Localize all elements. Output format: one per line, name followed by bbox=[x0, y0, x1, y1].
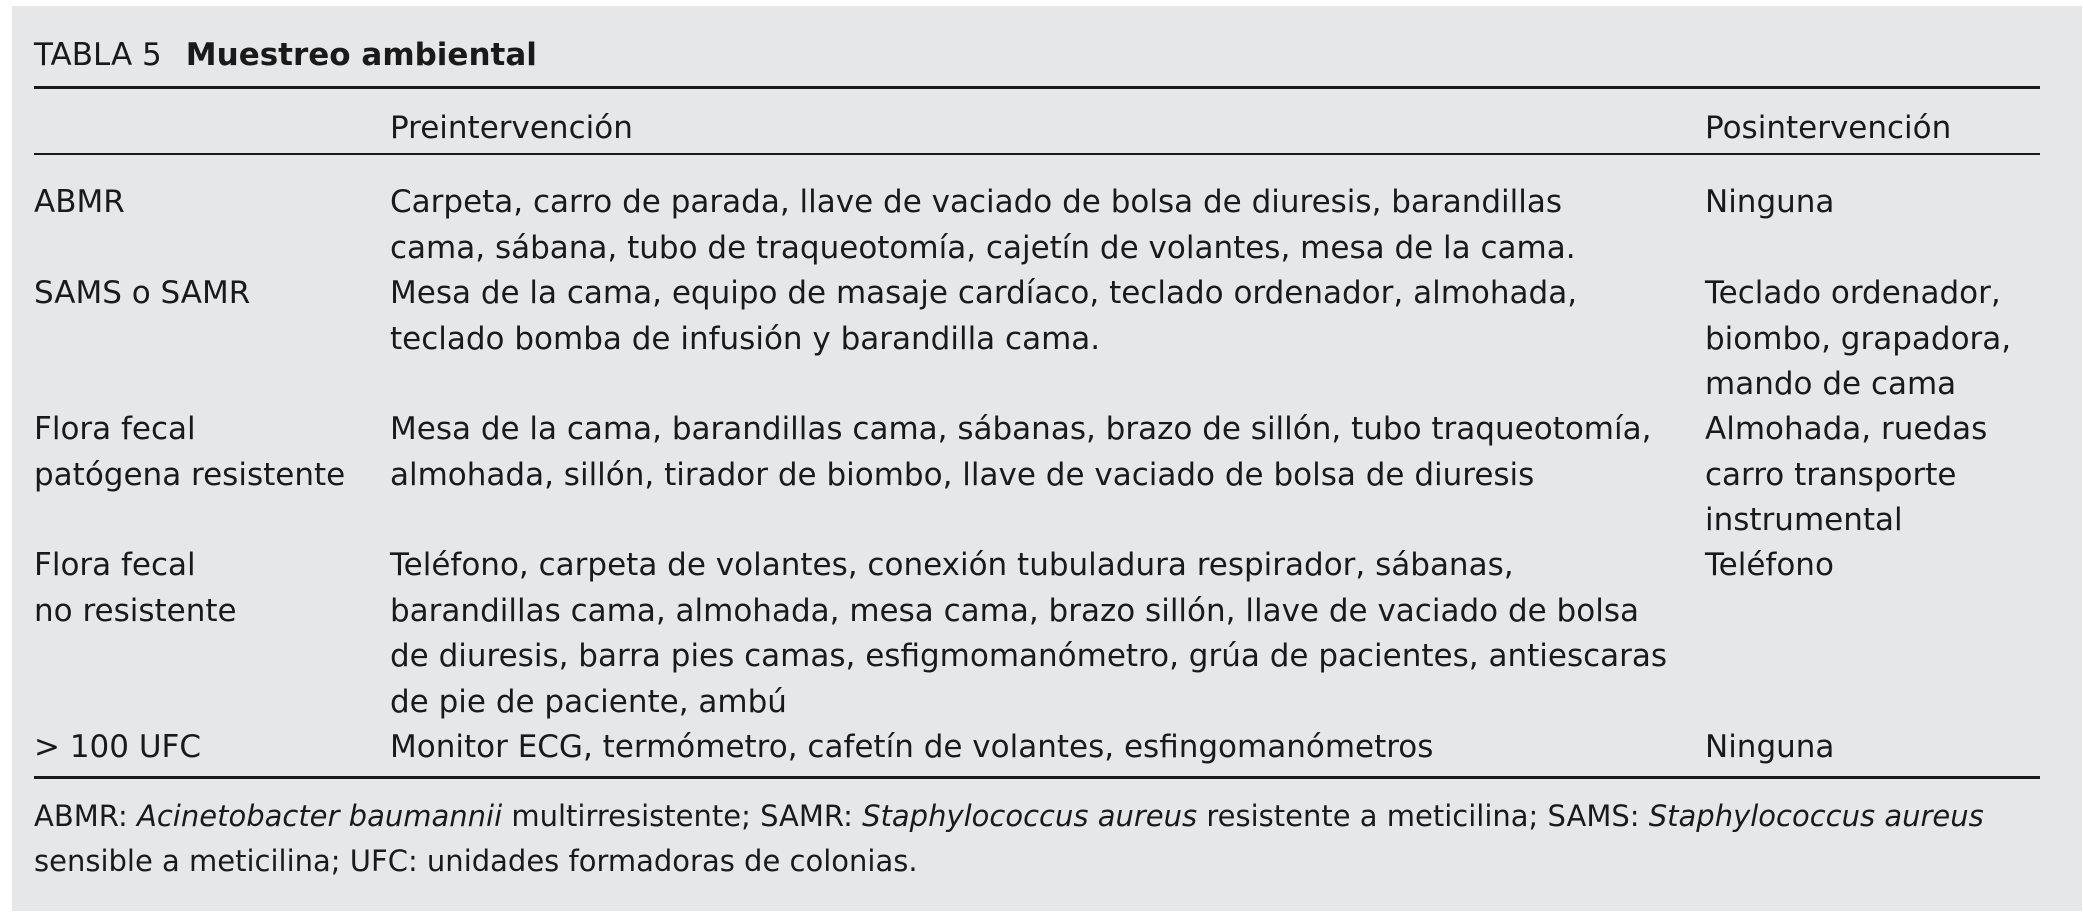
row-2-pre: Mesa de la cama, equipo de masaje cardíaco, teclado ordenador, almohada, teclado bomba de infusión y barandilla cama. bbox=[390, 275, 1578, 357]
top-rule bbox=[34, 86, 2040, 89]
row-3-pre: Mesa de la cama, barandillas cama, sábanas, brazo de sillón, tubo traqueotomía, almohada, sillón, tirador de biombo, llave de vaciado de bolsa de diuresis bbox=[390, 411, 1652, 493]
header-preintervencion: Preintervención bbox=[390, 110, 633, 146]
header-rule bbox=[34, 153, 2040, 155]
row-4-pre: Teléfono, carpeta de volantes, conexión tubuladura respirador, sábanas, barandillas cama, almohada, mesa cama, brazo sillón, llave de vaciado de bolsa de diuresis, barra pies camas, esfigmomanómetro, grúa de pacientes, antiescaras de pie de paciente, ambú bbox=[390, 547, 1668, 720]
table-label: TABLA 5 bbox=[34, 37, 162, 73]
row-4-post: Teléfono bbox=[1705, 547, 1834, 583]
bottom-rule bbox=[34, 776, 2040, 779]
row-1-post: Ninguna bbox=[1705, 184, 1835, 220]
footnote-line-1: ABMR: Acinetobacter baumannii multirresistente; SAMR: Staphylococcus aureus resistente a meticilina; SAMS: Staphylococcus aureus bbox=[34, 799, 1984, 833]
footnote-line-2: sensible a meticilina; UFC: unidades formadoras de colonias. bbox=[34, 844, 918, 878]
row-4-organism: Flora fecal no resistente bbox=[34, 547, 237, 629]
row-1-organism: ABMR bbox=[34, 184, 125, 220]
row-3-organism: Flora fecal patógena resistente bbox=[34, 411, 346, 493]
row-2-organism: SAMS o SAMR bbox=[34, 275, 251, 311]
table-title: Muestreo ambiental bbox=[185, 37, 537, 73]
row-5-pre: Monitor ECG, termómetro, cafetín de volantes, esfingomanómetros bbox=[390, 729, 1434, 765]
table-caption bbox=[34, 30, 537, 80]
row-5-post: Ninguna bbox=[1705, 729, 1835, 765]
row-2-post: Teclado ordenador, biombo, grapadora, mando de cama bbox=[1705, 275, 2012, 402]
row-3-post: Almohada, ruedas carro transporte instrumental bbox=[1705, 411, 1988, 538]
row-1-pre: Carpeta, carro de parada, llave de vaciado de bolsa de diuresis, barandillas cama, sábana, tubo de traqueotomía, cajetín de volantes, mesa de la cama. bbox=[390, 184, 1576, 266]
table-footnote bbox=[34, 794, 2040, 884]
header-posintervencion: Posintervención bbox=[1705, 110, 1952, 146]
row-5-organism: > 100 UFC bbox=[34, 729, 202, 765]
